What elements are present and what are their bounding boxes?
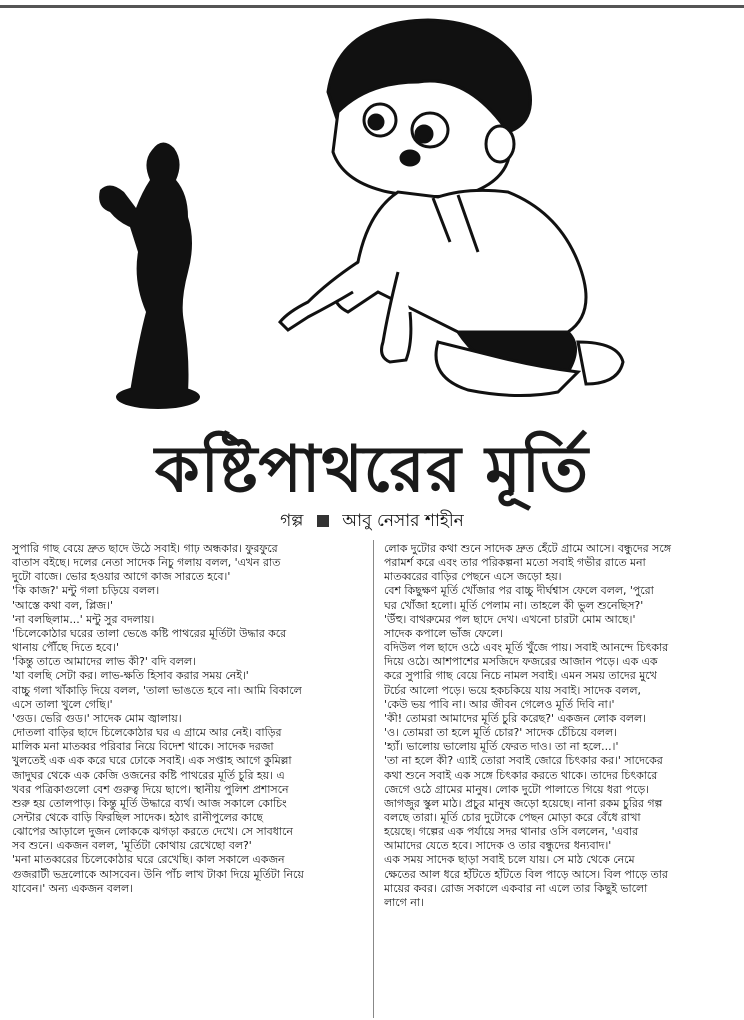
text-line: 'কিন্তু তাতে আমাদের লাভ কী?' বদি বলল। [12, 655, 196, 669]
text-line: 'আস্তে কথা বল, প্লিজ।' [12, 598, 113, 612]
text-line: লোক দুটোর কথা শুনে সাদেক দ্রুত হেঁটে গ্রামে আসে। বন্ধুদের সঙ্গে [384, 542, 671, 555]
square-separator-icon [317, 515, 329, 527]
text-line: করে সুপারি গাছ বেয়ে নিচে নামল সবাই। এমন সময় তাদের মুখে [384, 669, 657, 683]
text-line: সব শুনে। একজন বলল, 'মূর্তিটা কোথায় রেখেছো বল?' [12, 839, 252, 853]
text-line: 'যা বলছি সেটা কর। লাভ-ক্ষতি হিসাব করার সময় নেই।' [12, 669, 249, 683]
author-name: আবু নেসার শাহীন [342, 511, 464, 531]
boy-figure [280, 20, 623, 396]
text-line: গুজরাটী ভদ্রলোকে আসবেন। উনি পাঁচ লাখ টাকা দিয়ে মূর্তিটা নিয়ে [12, 867, 304, 881]
genre-label: গল্প [280, 511, 304, 531]
text-line: 'মনা মাতব্বরের চিলেকোঠার ঘরে রেখেছি। কাল সকালে একজন [12, 853, 285, 867]
text-line: এসে তালা খুলে গেছি।' [12, 697, 113, 711]
text-line: 'গুড। ভেরি গুড।' সাদেক মোম জ্বালায়। [12, 711, 182, 725]
text-line: বাতাস বইছে। দলের নেতা সাদেক নিচু গলায় বলল, 'এখন রাত [12, 556, 281, 570]
text-line: কথা শুনে সবাই এক সঙ্গে চিৎকার করতে থাকে। তাদের চিৎকারে [384, 768, 658, 782]
text-line: বাচ্চু গলা খাঁকাড়ি দিয়ে বলল, 'তালা ভাঙতে হবে না। আমি বিকালে [12, 683, 302, 697]
story-title: কষ্টিপাথরের মূর্তি [154, 432, 590, 507]
text-line: দিয়ে ওঠে। আশপাশের মসজিদে ফজরের আজান পড়ে। এক এক [384, 655, 658, 669]
text-line: দোতলা বাড়ির ছাদে চিলেকোঠার ঘর এ গ্রামে আর নেই। বাড়ির [12, 726, 282, 740]
text-line: মাতব্বরের বাড়ির পেছনে এসে জড়ো হয়। [384, 570, 562, 584]
text-line: ক্ষেতের আল ধরে হাঁটতে হাঁটতে বিল পাড়ে আসে। বিল পাড়ে তার [384, 867, 668, 881]
text-line: জাগজুর স্কুল মাঠ। প্রচুর মানুষ জড়ো হয়েছে। নানা রকম চুরির গল্প [384, 796, 663, 810]
text-line: আমাদের যেতে হবে। সাদেক ও তার বন্ধুদের ধন্যবাদ।' [384, 839, 612, 853]
text-line: 'কী! তোমরা আমাদের মূর্তি চুরি করেছ?' একজন লোক বলল। [384, 711, 647, 725]
text-line: 'তা না হলে কী? এ্যাই তোরা সবাই জোরে চিৎকার কর।' সাদেকের [384, 754, 663, 768]
text-line: যাবেন।' অন্য একজন বলল। [12, 881, 134, 895]
text-line: দুটো বাজে। ভোর হওয়ার আগে কাজ সারতে হবে।' [12, 570, 231, 584]
text-line: বেশ কিছুক্ষণ মূর্তি খোঁজার পর বাচ্চু দীর্ঘশ্বাস ফেলে বলল, 'পুরো [384, 584, 654, 598]
text-line: 'ও। তোমরা তা হলে মূর্তি চোর?' সাদেক চেঁচিয়ে বলল। [384, 726, 617, 740]
text-line: হয়েছে। গল্পের এক পর্যায়ে সদর থানার ওসি বললেন, 'এবার [384, 825, 639, 839]
text-line: টর্চের আলো পড়ে। ভয়ে হকচকিয়ে যায় সবাই। সাদেক বলল, [384, 683, 641, 697]
text-line: ঘর খোঁজা হলো। মূর্তি পেলাম না। তাহলে কী ভুল শুনেছিস?' [384, 598, 644, 612]
text-line: 'হ্যাঁ। ভালোয় ভালোয় মূর্তি ফেরত দাও। তা না হলে...।' [384, 740, 619, 754]
text-line: খুলতেই এক এক করে ঘরে ঢোকে সবাই। এক সপ্তাহ আগে কুমিল্লা [12, 754, 292, 768]
text-line: সেন্টার থেকে বাড়ি ফিরছিল সাদেক। হঠাৎ রানীপুলের কাছে [12, 810, 263, 824]
text-line: সাদেক কপালে ভাঁজ ফেলে। [384, 626, 503, 640]
statue-figure [99, 142, 200, 409]
text-line: এক সময় সাদেক ছাড়া সবাই চলে যায়। সে মাঠ থেকে নেমে [384, 853, 635, 867]
text-line: মালিক মনা মাতব্বর পরিবার নিয়ে বিদেশ থাকে। সাদেক দরজা [12, 740, 274, 754]
text-line: পরামর্শ করে এবং তার পরিকল্পনা মতো সবাই গভীর রাতে মনা [384, 556, 646, 570]
text-line: মায়ের কবর। রোজ সকালে একবার না এলে তার কিছুই ভালো [384, 881, 648, 895]
byline [0, 509, 744, 533]
story-illustration [38, 12, 678, 432]
text-line: খবর পত্রিকাগুলো বেশ গুরুত্ব দিয়ে ছাপে। স্থানীয় পুলিশ প্রশাসনে [12, 782, 289, 796]
text-line: ঝোপের আড়ালে দুজন লোককে ঝগড়া করতে দেখে। সে সাবধানে [12, 825, 293, 839]
text-line: 'কেউ ভয় পাবি না। আর জীবন গেলেও মূর্তি দিবি না।' [384, 697, 615, 711]
text-line: 'উঁহু। বাথরুমের পল ছাদে দেখ। এখনো চারটা মোম আছে।' [384, 612, 636, 626]
text-line: শুরু হয় তোলপাড়। কিন্তু মূর্তি উদ্ধারে ব্যর্থ। আজ সকালে কোচিং [12, 796, 287, 810]
text-line: সুপারি গাছ বেয়ে দ্রুত ছাদে উঠে সবাই। গাঢ় অন্ধকার। ফুরফুরে [12, 542, 278, 555]
left-column [12, 542, 364, 896]
text-line: বদিউল পল ছাদে ওঠে এবং মূর্তি খুঁজে পায়। সবাই আনন্দে চিৎকার [384, 641, 669, 655]
text-line: জেগে ওঠে গ্রামের মানুষ। লোক দুটো পালাতে গিয়ে ধরা পড়ে। [384, 782, 649, 796]
text-line: লাগে না। [384, 895, 424, 909]
text-line: 'কি কাজ?' মন্টু গলা চড়িয়ে বলল। [12, 584, 160, 598]
top-rule [0, 5, 744, 8]
text-line: জাদুঘর থেকে এক কেজি ওজনের কষ্টি পাথরের মূর্তি চুরি হয়। এ [12, 768, 285, 782]
right-column [384, 542, 736, 910]
text-line: থানায় পৌঁছে দিতে হবে।' [12, 641, 120, 655]
text-line: 'চিলেকোঠার ঘরের তালা ভেঙে কষ্টি পাথরের মূর্তিটা উদ্ধার করে [12, 626, 287, 640]
text-line: 'না বলছিলাম...' মন্টু সুর বদলায়। [12, 612, 155, 626]
column-divider [373, 540, 374, 1018]
text-line: বলছে তারা। মূর্তি চোর দুটোকে পেছন মোড়া করে বেঁধে রাখা [384, 810, 641, 824]
